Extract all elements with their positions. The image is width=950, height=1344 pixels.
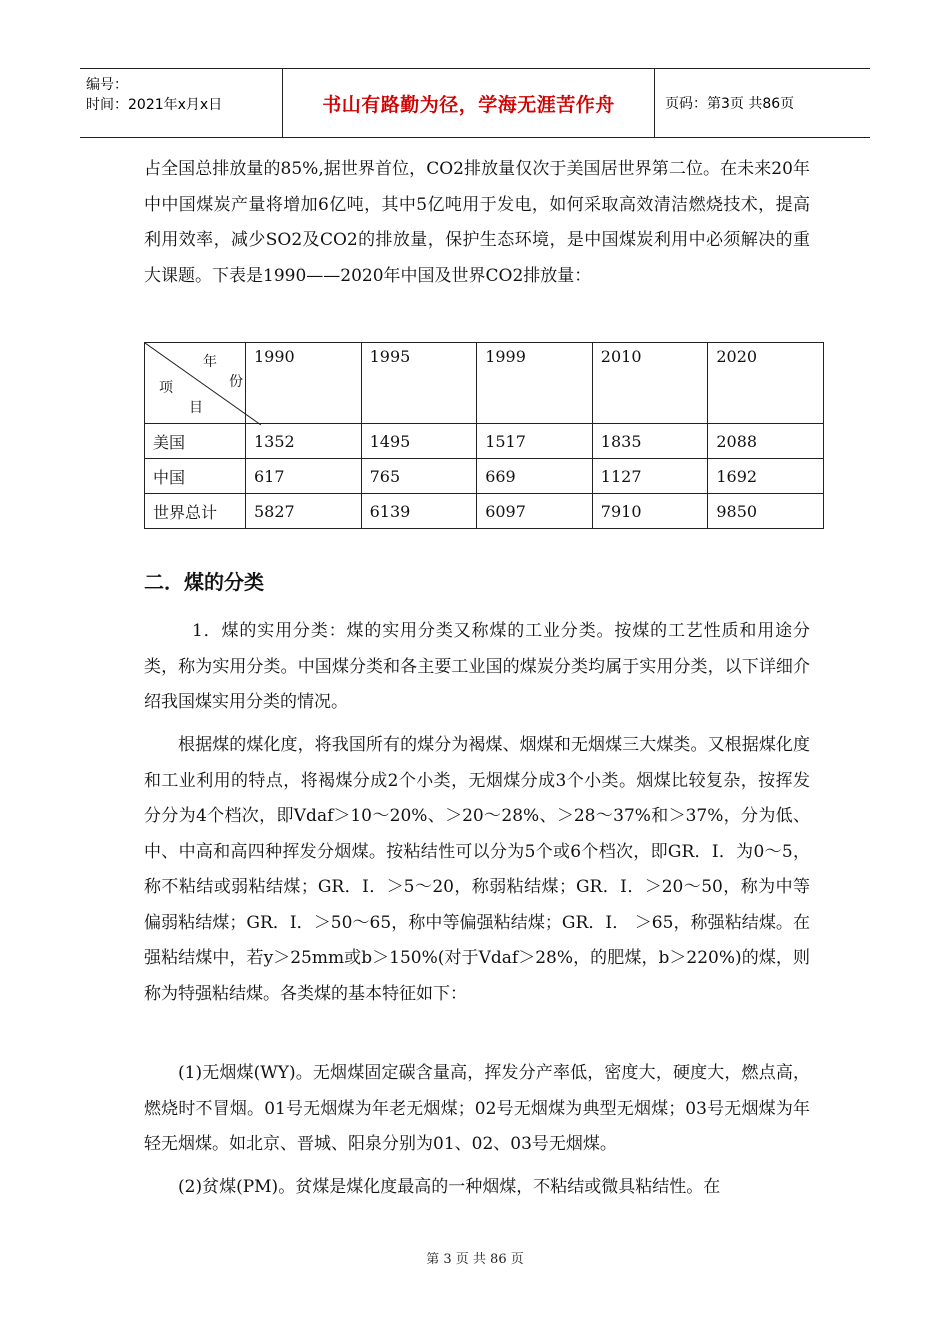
table-cell: 1835 bbox=[592, 424, 708, 459]
table-cell: 9850 bbox=[708, 494, 824, 529]
table-cell: 1352 bbox=[246, 424, 362, 459]
year-header-cell: 2020 bbox=[708, 343, 824, 424]
corner-label-year-2: 份 bbox=[229, 374, 243, 390]
header-motto: 书山有路勤为径，学海无涯苦作舟 bbox=[322, 94, 615, 116]
table-cell: 1495 bbox=[361, 424, 477, 459]
year-header-cell: 1999 bbox=[477, 343, 593, 424]
section-paragraph-1: 1．煤的实用分类：煤的实用分类又称煤的工业分类。按煤的工艺性质和用途分类，称为实用分类。中国煤分类和各主要工业国的煤炭分类均属于实用分类，以下详细介绍我国煤实用分类的情况。 bbox=[144, 621, 810, 712]
corner-label-item-2: 目 bbox=[189, 400, 203, 416]
year-header-cell: 1995 bbox=[361, 343, 477, 424]
corner-label-item: 项 bbox=[159, 380, 173, 396]
corner-label-year: 年 bbox=[203, 354, 217, 370]
intro-paragraph: 占全国总排放量的85%,据世界首位，CO2排放量仅次于美国居世界第二位。在未来20年中中国煤炭产量将增加6亿吨，其中5亿吨用于发电，如何采取高效清洁燃烧技术，提高利用效率，减少SO2及CO2的排放量，保护生态环境，是中国煤炭利用中必须解决的重大课题。下表是1990——2020年中国及世界CO2排放量： bbox=[144, 159, 810, 286]
table-cell: 6097 bbox=[477, 494, 593, 529]
table-cell: 669 bbox=[477, 459, 593, 494]
table-cell: 1692 bbox=[708, 459, 824, 494]
row-label: 世界总计 bbox=[145, 494, 246, 529]
table-header-row bbox=[145, 343, 824, 424]
header-divider bbox=[654, 69, 655, 137]
table-row-china bbox=[145, 459, 824, 494]
table-cell: 1127 bbox=[592, 459, 708, 494]
table-row-usa bbox=[145, 424, 824, 459]
year-header-cell: 1990 bbox=[246, 343, 362, 424]
table-cell: 765 bbox=[361, 459, 477, 494]
header-page-code: 页码：第3页 共86页 bbox=[665, 96, 795, 112]
table-cell: 2088 bbox=[708, 424, 824, 459]
co2-emissions-table bbox=[144, 342, 824, 529]
row-label: 中国 bbox=[145, 459, 246, 494]
table-corner-cell bbox=[145, 343, 246, 424]
header-meta bbox=[86, 75, 222, 115]
document-number-label: 编号： bbox=[86, 77, 128, 93]
table-cell: 6139 bbox=[361, 494, 477, 529]
table-cell: 7910 bbox=[592, 494, 708, 529]
section-paragraph-2: 根据煤的煤化度，将我国所有的煤分为褐煤、烟煤和无烟煤三大煤类。又根据煤化度和工业利用的特点，将褐煤分成2个小类，无烟煤分成3个小类。烟煤比较复杂，按挥发分分为4个档次，即Vdaf＞10～20%、＞20～28%、＞28～37%和＞37%，分为低、中、中高和高四种挥发分烟煤。按粘结性可以分为5个或6个档次，即GR．I．为0～5，称不粘结或弱粘结煤；GR．I．＞5～20，称弱粘结煤；GR．I．＞20～50，称为中等偏弱粘结煤；GR．I．＞50～65，称中等偏强粘结煤；GR．I． ＞65，称强粘结煤。在强粘结煤中，若y＞25mm或b＞150%(对于Vdaf＞28%，的肥煤，b＞220%)的煤，则称为特强粘结煤。各类煤的基本特征如下： bbox=[144, 735, 810, 1004]
page-footer: 第 3 页 共 86 页 bbox=[426, 1252, 524, 1267]
page-header bbox=[80, 68, 870, 138]
table-cell: 5827 bbox=[246, 494, 362, 529]
section-heading: 二．煤的分类 bbox=[144, 570, 264, 594]
table-cell: 1517 bbox=[477, 424, 593, 459]
document-date: 时间：2021年x月x日 bbox=[86, 97, 223, 113]
table-row-world-total bbox=[145, 494, 824, 529]
section-paragraph-3: (1)无烟煤(WY)。无烟煤固定碳含量高，挥发分产率低，密度大，硬度大，燃点高，燃烧时不冒烟。01号无烟煤为年老无烟煤；02号无烟煤为典型无烟煤；03号无烟煤为年轻无烟煤。如北京、晋城、阳泉分别为01、02、03号无烟煤。 bbox=[144, 1063, 810, 1154]
row-label: 美国 bbox=[145, 424, 246, 459]
table-cell: 617 bbox=[246, 459, 362, 494]
section-paragraph-4: (2)贫煤(PM)。贫煤是煤化度最高的一种烟煤，不粘结或微具粘结性。在 bbox=[178, 1177, 721, 1197]
year-header-cell: 2010 bbox=[592, 343, 708, 424]
